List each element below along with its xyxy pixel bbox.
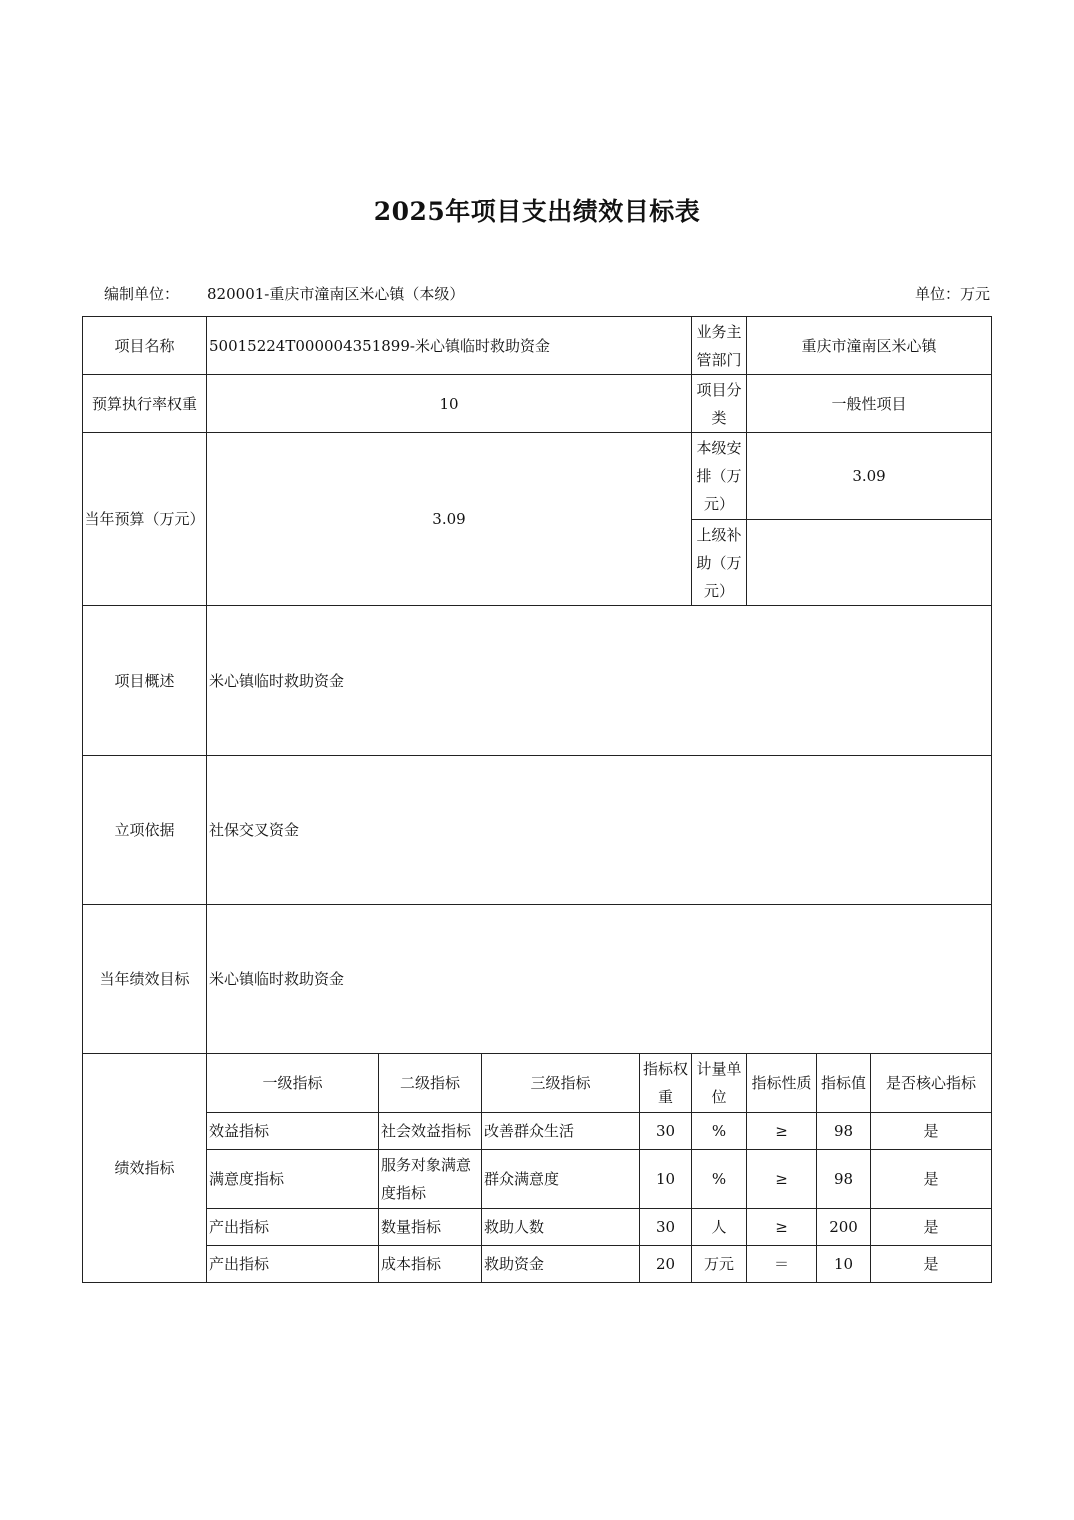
- project-name-label: 项目名称: [83, 317, 207, 375]
- dept-value: 重庆市潼南区米心镇: [747, 317, 992, 375]
- table-row: [83, 1150, 992, 1209]
- compiling-unit-label: 编制单位：: [104, 285, 180, 303]
- row3-level1: 产出指标: [207, 1209, 379, 1246]
- indicator-header-row: [83, 1054, 992, 1113]
- header-level1: 一级指标: [207, 1054, 379, 1113]
- performance-target-table: [82, 316, 992, 1283]
- row4-weight: 20: [640, 1246, 692, 1283]
- overview-value: 米心镇临时救助资金: [207, 606, 992, 756]
- row4-core: 是: [871, 1246, 992, 1283]
- weight-value: 10: [207, 375, 692, 433]
- table-row: [83, 1246, 992, 1283]
- row4-level1: 产出指标: [207, 1246, 379, 1283]
- row1-unit: %: [692, 1113, 747, 1150]
- row3-level2: 数量指标: [379, 1209, 482, 1246]
- row1-core: 是: [871, 1113, 992, 1150]
- row4-level3: 救助资金: [482, 1246, 640, 1283]
- upper-subsidy-value: [747, 520, 992, 606]
- table-row: [83, 1113, 992, 1150]
- row2-level3: 群众满意度: [482, 1150, 640, 1209]
- row3-unit: 人: [692, 1209, 747, 1246]
- budget-value: 3.09: [207, 433, 692, 606]
- category-value: 一般性项目: [747, 375, 992, 433]
- annual-goal-label: 当年绩效目标: [83, 905, 207, 1054]
- row1-level2: 社会效益指标: [379, 1113, 482, 1150]
- row3-nature: ≥: [747, 1209, 817, 1246]
- upper-subsidy-label: 上级补助（万元）: [692, 520, 747, 606]
- currency-unit: 单位：万元: [914, 285, 990, 303]
- header-core: 是否核心指标: [871, 1054, 992, 1113]
- local-arrangement-value: 3.09: [747, 433, 992, 520]
- header-level3: 三级指标: [482, 1054, 640, 1113]
- row2-nature: ≥: [747, 1150, 817, 1209]
- row1-level1: 效益指标: [207, 1113, 379, 1150]
- row4-value: 10: [817, 1246, 871, 1283]
- row3-value: 200: [817, 1209, 871, 1246]
- row1-level3: 改善群众生活: [482, 1113, 640, 1150]
- basis-label: 立项依据: [83, 756, 207, 905]
- row1-value: 98: [817, 1113, 871, 1150]
- compiling-unit-value: 820001-重庆市潼南区米心镇（本级）: [207, 285, 465, 303]
- row2-level2: 服务对象满意度指标: [379, 1150, 482, 1209]
- table-row: [83, 1209, 992, 1246]
- row2-level1: 满意度指标: [207, 1150, 379, 1209]
- row3-core: 是: [871, 1209, 992, 1246]
- document-title: 2025年项目支出绩效目标表: [373, 197, 701, 226]
- row4-unit: 万元: [692, 1246, 747, 1283]
- dept-label: 业务主管部门: [692, 317, 747, 375]
- row1-nature: ≥: [747, 1113, 817, 1150]
- row2-unit: %: [692, 1150, 747, 1209]
- local-arrangement-label: 本级安排（万元）: [692, 433, 747, 520]
- overview-label: 项目概述: [83, 606, 207, 756]
- row3-level3: 救助人数: [482, 1209, 640, 1246]
- header-level2: 二级指标: [379, 1054, 482, 1113]
- project-name-value: 50015224T000004351899-米心镇临时救助资金: [207, 317, 692, 375]
- basis-value: 社保交叉资金: [207, 756, 992, 905]
- weight-label: 预算执行率权重: [83, 375, 207, 433]
- row2-weight: 10: [640, 1150, 692, 1209]
- indicator-section-label: 绩效指标: [83, 1054, 207, 1283]
- row2-core: 是: [871, 1150, 992, 1209]
- budget-label: 当年预算（万元）: [83, 433, 207, 606]
- row4-level2: 成本指标: [379, 1246, 482, 1283]
- header-unit: 计量单位: [692, 1054, 747, 1113]
- category-label: 项目分类: [692, 375, 747, 433]
- row1-weight: 30: [640, 1113, 692, 1150]
- row3-weight: 30: [640, 1209, 692, 1246]
- header-weight: 指标权重: [640, 1054, 692, 1113]
- row4-nature: ＝: [747, 1246, 817, 1283]
- header-value: 指标值: [817, 1054, 871, 1113]
- compiling-unit: [104, 283, 464, 304]
- header-nature: 指标性质: [747, 1054, 817, 1113]
- annual-goal-value: 米心镇临时救助资金: [207, 905, 992, 1054]
- row2-value: 98: [817, 1150, 871, 1209]
